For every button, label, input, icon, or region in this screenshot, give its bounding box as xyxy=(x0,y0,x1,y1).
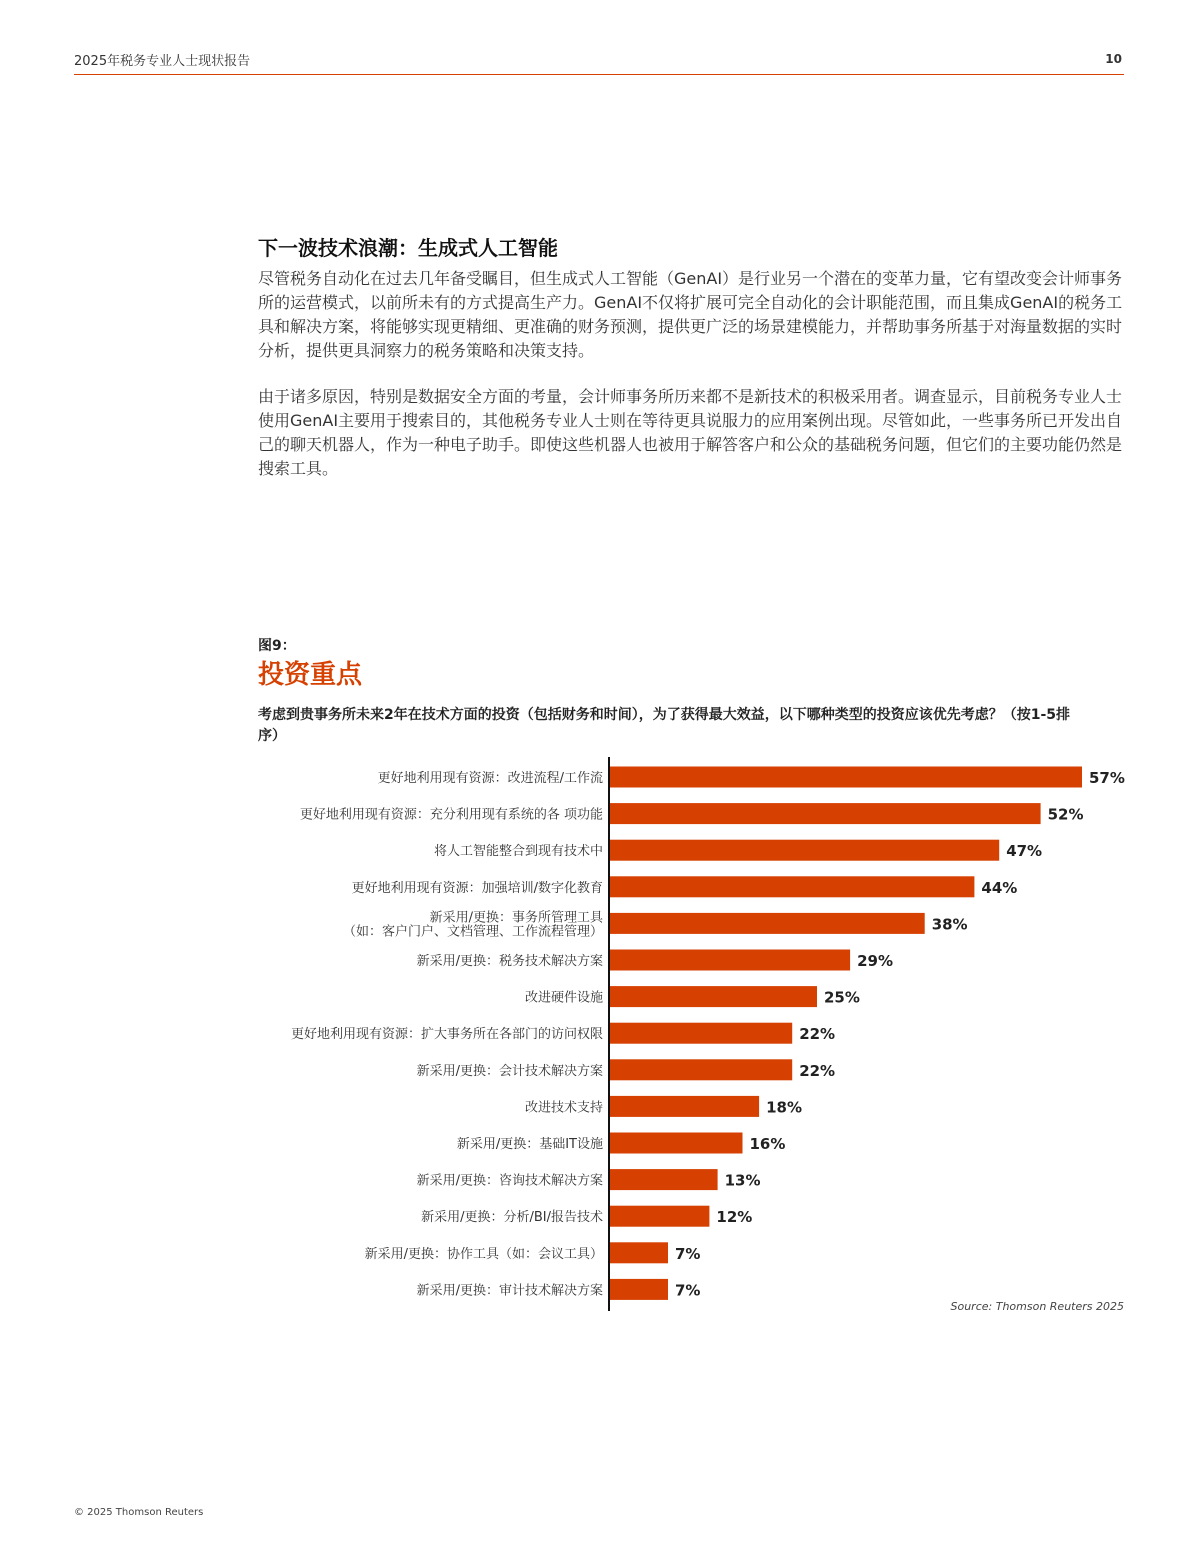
figure-label: 图9： xyxy=(258,638,296,654)
category-label: 更好地利用现有资源：扩大事务所在各部门的访问权限 xyxy=(290,1027,603,1043)
bar xyxy=(610,1023,792,1044)
value-label: 16% xyxy=(749,1135,786,1153)
value-label: 44% xyxy=(981,878,1018,897)
value-label: 22% xyxy=(799,1025,836,1044)
category-label: 更好地利用现有资源：改进流程/工作流 xyxy=(377,771,603,786)
category-label: 新采用/更换：分析/BI/报告技术 xyxy=(421,1210,603,1226)
value-label: 29% xyxy=(857,952,894,970)
section-title: 下一波技术浪潮：生成式人工智能 xyxy=(258,236,558,260)
bar xyxy=(610,1133,743,1154)
bar xyxy=(610,767,1082,788)
category-label: 将人工智能整合到现有技术中 xyxy=(433,844,603,860)
value-label: 18% xyxy=(766,1098,803,1117)
category-label: 新采用/更换：审计技术解决方案 xyxy=(416,1283,603,1299)
category-labels xyxy=(291,770,604,1298)
value-label: 38% xyxy=(931,915,968,934)
bar xyxy=(610,876,974,897)
bar xyxy=(610,1059,792,1080)
paragraph-2: 由于诸多原因，特别是数据安全方面的考量，会计师事务所历来都不是新技术的积极采用者。调查显示，目前税务专业人士使用GenAI主要用于搜索目的，其他税务专业人士则在等待更具说服力的应用案例出现。尽管如此，一些事务所已开发出自己的聊天机器人，作为一种电子助手。即使这些机器人也被用于解答客户和公众的基础税务问题，但它们的主要功能仍然是搜索工具。 xyxy=(258,387,1123,478)
category-label: 更好地利用现有资源：充分利用现有系统的各 项功能 xyxy=(299,807,603,823)
category-label: 新采用/更换：咨询技术解决方案 xyxy=(416,1173,603,1189)
category-label: 改进硬件设施 xyxy=(524,990,603,1006)
bar xyxy=(610,1096,759,1117)
value-label: 52% xyxy=(1047,805,1084,824)
value-label: 47% xyxy=(1006,842,1043,861)
bar xyxy=(610,840,999,861)
category-label: 新采用/更换：会计技术解决方案 xyxy=(416,1063,603,1079)
paragraph-1: 尽管税务自动化在过去几年备受瞩目，但生成式人工智能（GenAI）是行业另一个潜在的变革力量，它有望改变会计师事务所的运营模式，以前所未有的方式提高生产力。GenAI不仅将扩展可完全自动化的会计职能范围，而且集成GenAI的税务工具和解决方案，将能够实现更精细、更准确的财务预测，提供更广泛的场景建模能力，并帮助事务所基于对海量数据的实时分析，提供更具洞察力的税务策略和决策支持。 xyxy=(258,269,1123,360)
category-label: 更好地利用现有资源：加强培训/数字化教育 xyxy=(351,880,603,896)
page-number: 10 xyxy=(1105,52,1122,66)
category-label: 新采用/更换：事务所管理工具 xyxy=(429,910,603,926)
copyright: © 2025 Thomson Reuters xyxy=(74,1507,204,1518)
value-label: 57% xyxy=(1089,769,1125,787)
value-label: 22% xyxy=(799,1061,836,1080)
bar xyxy=(610,1206,709,1227)
figure-title: 投资重点 xyxy=(258,660,363,690)
investment-bar-chart xyxy=(0,755,1200,1315)
bar xyxy=(610,1279,668,1300)
category-label: 改进技术支持 xyxy=(524,1100,603,1116)
value-label: 7% xyxy=(675,1244,701,1263)
bar xyxy=(610,1242,668,1263)
page-header xyxy=(74,48,1124,75)
value-label: 7% xyxy=(675,1281,701,1300)
value-label: 25% xyxy=(824,988,860,1007)
category-label: 新采用/更换：协作工具（如：会议工具） xyxy=(364,1246,603,1262)
bar xyxy=(610,1169,718,1190)
report-title: 2025年税务专业人士现状报告 xyxy=(74,54,251,69)
category-label: （如：客户门户、文档管理、工作流程管理） xyxy=(342,924,603,940)
bar xyxy=(610,950,850,971)
chart-source: Source: Thomson Reuters 2025 xyxy=(950,1300,1124,1313)
value-label: 12% xyxy=(716,1208,753,1227)
bar xyxy=(610,803,1041,824)
category-label: 新采用/更换：税务技术解决方案 xyxy=(416,954,603,969)
bar xyxy=(610,913,925,934)
category-label: 新采用/更换：基础IT设施 xyxy=(456,1137,603,1152)
survey-question: 考虑到贵事务所未来2年在技术方面的投资（包括财务和时间），为了获得最大效益，以下哪种类型的投资应该优先考虑？（按1-5排序） xyxy=(258,707,1071,744)
value-label: 13% xyxy=(724,1171,761,1190)
bar xyxy=(610,986,817,1007)
